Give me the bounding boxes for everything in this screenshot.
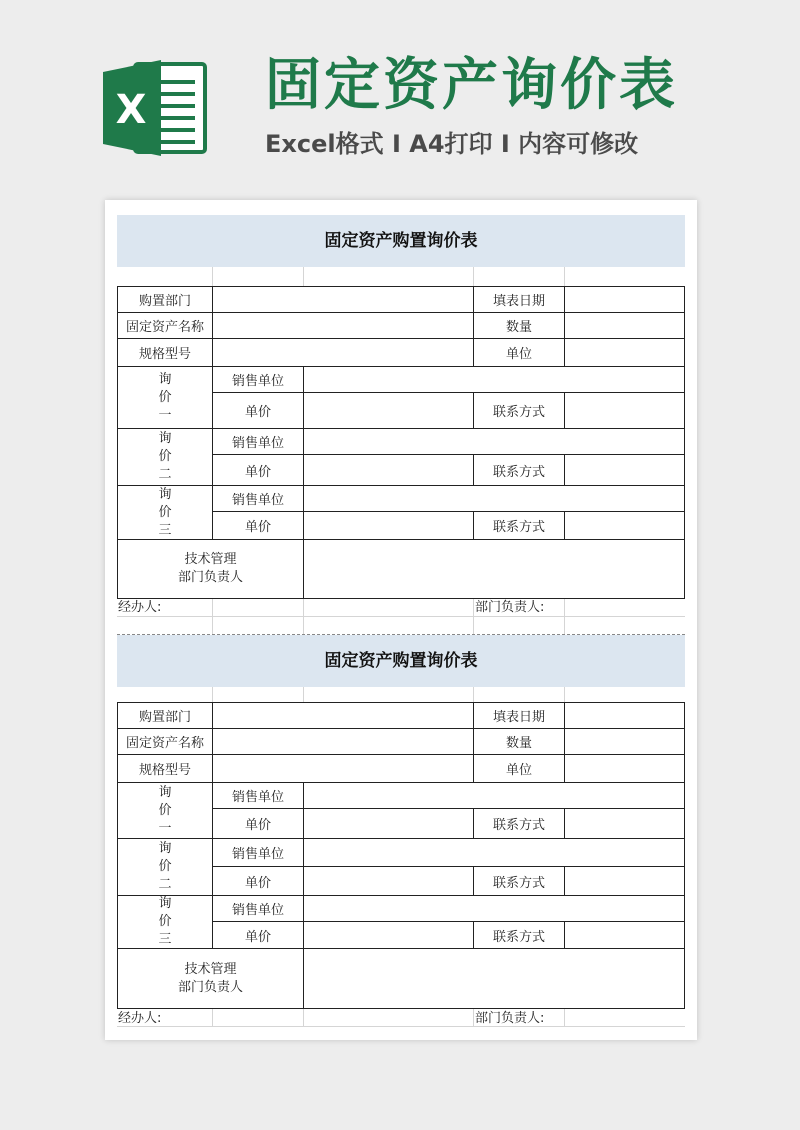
seller-value-cell[interactable] xyxy=(303,485,685,512)
excel-logo-icon xyxy=(103,58,208,158)
asset-name-value-cell[interactable] xyxy=(212,312,474,339)
quantity-label: 数量 xyxy=(473,312,565,339)
dept-head-label: 部门负责人: xyxy=(475,1011,545,1026)
inquiry-2-label: 询 价 二 xyxy=(117,428,213,486)
date-label: 填表日期 xyxy=(473,286,565,313)
handler-label: 经办人: xyxy=(118,600,162,615)
price-value-cell[interactable] xyxy=(303,392,474,429)
price-label: 单价 xyxy=(212,808,304,839)
asset-name-label: 固定资产名称 xyxy=(117,728,213,755)
spec-label: 规格型号 xyxy=(117,754,213,783)
contact-label: 联系方式 xyxy=(473,866,565,896)
contact-value-cell[interactable] xyxy=(564,808,685,839)
contact-value-cell[interactable] xyxy=(564,454,685,486)
unit-label: 单位 xyxy=(473,754,565,783)
contact-label: 联系方式 xyxy=(473,454,565,486)
price-value-cell[interactable] xyxy=(303,511,474,540)
price-label: 单价 xyxy=(212,511,304,540)
inquiry-1-label: 询 价 一 xyxy=(117,782,213,839)
page-header xyxy=(0,0,800,200)
gridline xyxy=(117,616,685,617)
tech-manager-signature-cell[interactable] xyxy=(303,948,685,1009)
quantity-label: 数量 xyxy=(473,728,565,755)
dept-head-label: 部门负责人: xyxy=(475,600,545,615)
price-value-cell[interactable] xyxy=(303,921,474,949)
seller-label: 销售单位 xyxy=(212,782,304,809)
contact-value-cell[interactable] xyxy=(564,392,685,429)
logo-letter: X xyxy=(115,87,147,133)
unit-label: 单位 xyxy=(473,338,565,367)
inquiry-1-label: 询 价 一 xyxy=(117,366,213,429)
tech-manager-label: 技术管理 部门负责人 xyxy=(117,539,304,599)
unit-value-cell[interactable] xyxy=(564,338,685,367)
tech-manager-label: 技术管理 部门负责人 xyxy=(117,948,304,1009)
unit-value-cell[interactable] xyxy=(564,754,685,783)
tech-manager-signature-cell[interactable] xyxy=(303,539,685,599)
contact-value-cell[interactable] xyxy=(564,866,685,896)
inquiry-3-label: 询 价 三 xyxy=(117,895,213,949)
date-label: 填表日期 xyxy=(473,702,565,729)
quantity-value-cell[interactable] xyxy=(564,728,685,755)
seller-value-cell[interactable] xyxy=(303,782,685,809)
dept-label: 购置部门 xyxy=(117,702,213,729)
quantity-value-cell[interactable] xyxy=(564,312,685,339)
seller-label: 销售单位 xyxy=(212,428,304,455)
price-value-cell[interactable] xyxy=(303,454,474,486)
seller-value-cell[interactable] xyxy=(303,838,685,867)
seller-value-cell[interactable] xyxy=(303,428,685,455)
seller-label: 销售单位 xyxy=(212,485,304,512)
dept-value-cell[interactable] xyxy=(212,286,474,313)
contact-label: 联系方式 xyxy=(473,392,565,429)
inquiry-2-label: 询 价 二 xyxy=(117,838,213,896)
date-value-cell[interactable] xyxy=(564,286,685,313)
spreadsheet-sheet xyxy=(105,200,697,1040)
spec-value-cell[interactable] xyxy=(212,754,474,783)
inquiry-3-label: 询 价 三 xyxy=(117,485,213,540)
page-subtitle: Excel格式 I A4打印 I 内容可修改 xyxy=(265,130,639,158)
gridline xyxy=(117,1026,685,1027)
price-value-cell[interactable] xyxy=(303,808,474,839)
price-value-cell[interactable] xyxy=(303,866,474,896)
contact-label: 联系方式 xyxy=(473,921,565,949)
contact-value-cell[interactable] xyxy=(564,511,685,540)
price-label: 单价 xyxy=(212,392,304,429)
contact-value-cell[interactable] xyxy=(564,921,685,949)
price-label: 单价 xyxy=(212,454,304,486)
seller-label: 销售单位 xyxy=(212,838,304,867)
handler-label: 经办人: xyxy=(118,1011,162,1026)
seller-value-cell[interactable] xyxy=(303,895,685,922)
seller-label: 销售单位 xyxy=(212,366,304,393)
dept-value-cell[interactable] xyxy=(212,702,474,729)
asset-name-value-cell[interactable] xyxy=(212,728,474,755)
seller-label: 销售单位 xyxy=(212,895,304,922)
contact-label: 联系方式 xyxy=(473,808,565,839)
spec-value-cell[interactable] xyxy=(212,338,474,367)
asset-name-label: 固定资产名称 xyxy=(117,312,213,339)
price-label: 单价 xyxy=(212,921,304,949)
page-title: 固定资产询价表 xyxy=(265,53,678,118)
seller-value-cell[interactable] xyxy=(303,366,685,393)
dept-label: 购置部门 xyxy=(117,286,213,313)
form-title: 固定资产购置询价表 xyxy=(117,635,685,687)
spec-label: 规格型号 xyxy=(117,338,213,367)
price-label: 单价 xyxy=(212,866,304,896)
form-title: 固定资产购置询价表 xyxy=(117,215,685,267)
contact-label: 联系方式 xyxy=(473,511,565,540)
date-value-cell[interactable] xyxy=(564,702,685,729)
